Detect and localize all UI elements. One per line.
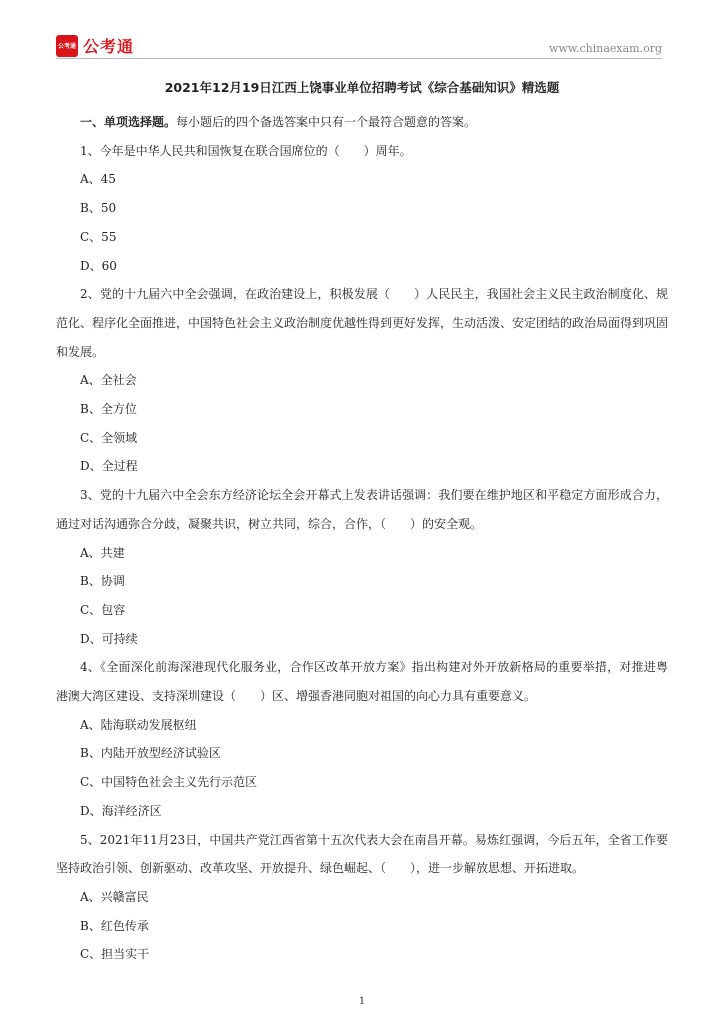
question-5 bbox=[56, 826, 668, 970]
document-title: 2021年12月19日江西上饶事业单位招聘考试《综合基础知识》精选题 bbox=[164, 80, 560, 95]
option-a: A、陆海联动发展枢纽 bbox=[80, 717, 197, 732]
option-c: C、55 bbox=[80, 229, 117, 244]
option-c: C、担当实干 bbox=[80, 947, 150, 962]
question-stem: 4、《全面深化前海深港现代化服务业，合作区改革开放方案》指出构建对外开放新格局的重要举措，对推进粤港澳大湾区建设、支持深圳建设（ ）区、增强香港同胞对祖国的向心力具有重要意义。 bbox=[56, 660, 668, 704]
option-a: A、共建 bbox=[80, 545, 125, 560]
question-stem: 1、今年是中华人民共和国恢复在联合国席位的（ ）周年。 bbox=[80, 143, 412, 158]
option-d: D、全过程 bbox=[80, 459, 138, 474]
option-a: A、全社会 bbox=[80, 373, 137, 388]
section-instruction: 每小题后的四个备选答案中只有一个最符合题意的答案。 bbox=[176, 115, 477, 129]
option-d: D、海洋经济区 bbox=[80, 803, 162, 818]
option-c: C、中国特色社会主义先行示范区 bbox=[80, 775, 258, 790]
option-a: A、45 bbox=[80, 172, 116, 187]
document-body bbox=[56, 80, 668, 969]
logo-badge-icon: 公考通 bbox=[56, 35, 78, 57]
question-stem: 5、2021年11月23日，中国共产党江西省第十五次代表大会在南昌开幕。易炼红强调，今后五年，全省工作要坚持政治引领、创新驱动、改革攻坚、开放提升、绿色崛起、（ ），进一步解放思想、开拓进取。 bbox=[56, 832, 668, 876]
option-b: B、红色传承 bbox=[80, 918, 149, 933]
question-4 bbox=[56, 653, 668, 825]
header-divider bbox=[56, 58, 662, 59]
page-header bbox=[56, 34, 662, 58]
question-stem: 2、党的十九届六中全会强调，在政治建设上，积极发展（ ）人民民主，我国社会主义民主政治制度化、规范化、程序化全面推进，中国特色社会主义政治制度优越性得到更好发挥，生动活泼、安定团结的政治局面得到巩固和发展。 bbox=[56, 287, 669, 359]
option-d: D、60 bbox=[80, 258, 117, 273]
option-b: B、协调 bbox=[80, 574, 125, 589]
option-c: C、全领域 bbox=[80, 430, 138, 445]
option-b: B、50 bbox=[80, 201, 117, 216]
logo-text: 公考通 bbox=[83, 37, 135, 56]
question-stem: 3、党的十九届六中全会东方经济论坛全会开幕式上发表讲话强调：我们要在维护地区和平稳定方面形成合力，通过对话沟通弥合分歧，凝聚共识，树立共同，综合，合作，（ ）的安全观。 bbox=[56, 488, 668, 531]
section-label: 一、单项选择题。 bbox=[80, 115, 177, 129]
site-url[interactable]: www.chinaexam.org bbox=[549, 42, 662, 55]
option-b: B、内陆开放型经济试验区 bbox=[80, 746, 221, 761]
brand-logo bbox=[56, 34, 134, 57]
option-b: B、全方位 bbox=[80, 402, 137, 417]
question-2 bbox=[56, 280, 668, 481]
question-1 bbox=[56, 137, 668, 281]
page-number: 1 bbox=[358, 996, 366, 1007]
section-heading bbox=[56, 108, 668, 137]
question-3 bbox=[56, 481, 668, 653]
option-c: C、包容 bbox=[80, 602, 126, 617]
option-a: A、兴赣富民 bbox=[80, 889, 149, 904]
option-d: D、可持续 bbox=[80, 631, 138, 646]
